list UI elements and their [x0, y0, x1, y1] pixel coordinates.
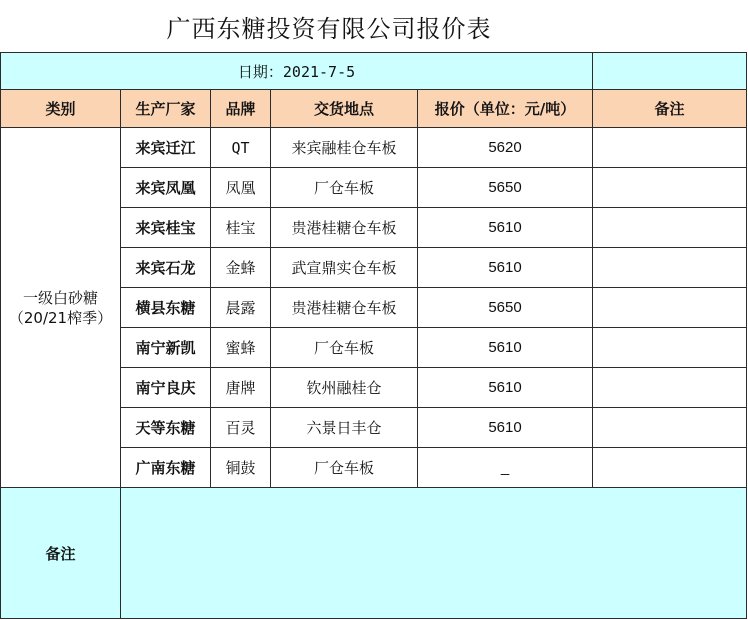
- manufacturer-cell: 来宾石龙: [121, 248, 211, 288]
- remark-cell: [593, 408, 747, 448]
- date-row: [1, 53, 747, 90]
- manufacturer-cell: 横县东糖: [121, 288, 211, 328]
- title-row: [0, 0, 748, 52]
- manufacturer-cell: 天等东糖: [121, 408, 211, 448]
- remark-cell: [593, 368, 747, 408]
- delivery-cell: 厂仓车板: [271, 328, 418, 368]
- price-cell: 5620: [418, 128, 593, 168]
- header-price: 报价（单位：元/吨）: [418, 90, 593, 128]
- table-row: [1, 128, 747, 168]
- category-line1: 一级白砂糖: [22, 288, 98, 307]
- category-line2: （20/21榨季）: [8, 308, 113, 327]
- brand-cell: 金蜂: [211, 248, 271, 288]
- remark-cell: [593, 328, 747, 368]
- delivery-cell: 六景日丰仓: [271, 408, 418, 448]
- price-cell: 5610: [418, 248, 593, 288]
- price-cell: 5650: [418, 168, 593, 208]
- price-cell: 5610: [418, 368, 593, 408]
- header-row: [1, 90, 747, 128]
- brand-cell: 凤凰: [211, 168, 271, 208]
- price-cell: 5610: [418, 408, 593, 448]
- brand-cell: 晨露: [211, 288, 271, 328]
- remark-cell: [593, 448, 747, 488]
- brand-cell: 百灵: [211, 408, 271, 448]
- remark-cell: [593, 168, 747, 208]
- footer-remark-row: [1, 488, 747, 619]
- footer-remark-label: 备注: [1, 488, 121, 619]
- price-cell: 5650: [418, 288, 593, 328]
- delivery-cell: 贵港桂糖仓车板: [271, 208, 418, 248]
- header-remark: 备注: [593, 90, 747, 128]
- brand-cell: 蜜蜂: [211, 328, 271, 368]
- brand-cell: QT: [211, 128, 271, 168]
- date-label: 日期：: [237, 62, 283, 81]
- remark-cell: [593, 128, 747, 168]
- footer-remark-content: [121, 488, 747, 619]
- manufacturer-cell: 来宾桂宝: [121, 208, 211, 248]
- price-cell: _: [418, 448, 593, 488]
- remark-cell: [593, 248, 747, 288]
- delivery-cell: 来宾融桂仓车板: [271, 128, 418, 168]
- manufacturer-cell: 广南东糖: [121, 448, 211, 488]
- delivery-cell: 钦州融桂仓: [271, 368, 418, 408]
- date-cell: [1, 53, 593, 90]
- manufacturer-cell: 南宁新凯: [121, 328, 211, 368]
- page-title: 广西东糖投资有限公司报价表: [166, 14, 492, 43]
- delivery-cell: 厂仓车板: [271, 168, 418, 208]
- delivery-cell: 厂仓车板: [271, 448, 418, 488]
- header-category: 类别: [1, 90, 121, 128]
- brand-cell: 铜鼓: [211, 448, 271, 488]
- brand-cell: 唐牌: [211, 368, 271, 408]
- delivery-cell: 武宣鼎实仓车板: [271, 248, 418, 288]
- remark-cell: [593, 208, 747, 248]
- delivery-cell: 贵港桂糖仓车板: [271, 288, 418, 328]
- manufacturer-cell: 南宁良庆: [121, 368, 211, 408]
- remark-cell: [593, 288, 747, 328]
- header-delivery: 交货地点: [271, 90, 418, 128]
- date-row-blank-cell: [593, 53, 747, 90]
- price-cell: 5610: [418, 328, 593, 368]
- category-cell: [1, 128, 121, 488]
- date-value: 2021-7-5: [282, 62, 356, 81]
- brand-cell: 桂宝: [211, 208, 271, 248]
- manufacturer-cell: 来宾迁江: [121, 128, 211, 168]
- manufacturer-cell: 来宾凤凰: [121, 168, 211, 208]
- price-cell: 5610: [418, 208, 593, 248]
- header-brand: 品牌: [211, 90, 271, 128]
- header-manufacturer: 生产厂家: [121, 90, 211, 128]
- quote-table: [0, 52, 747, 619]
